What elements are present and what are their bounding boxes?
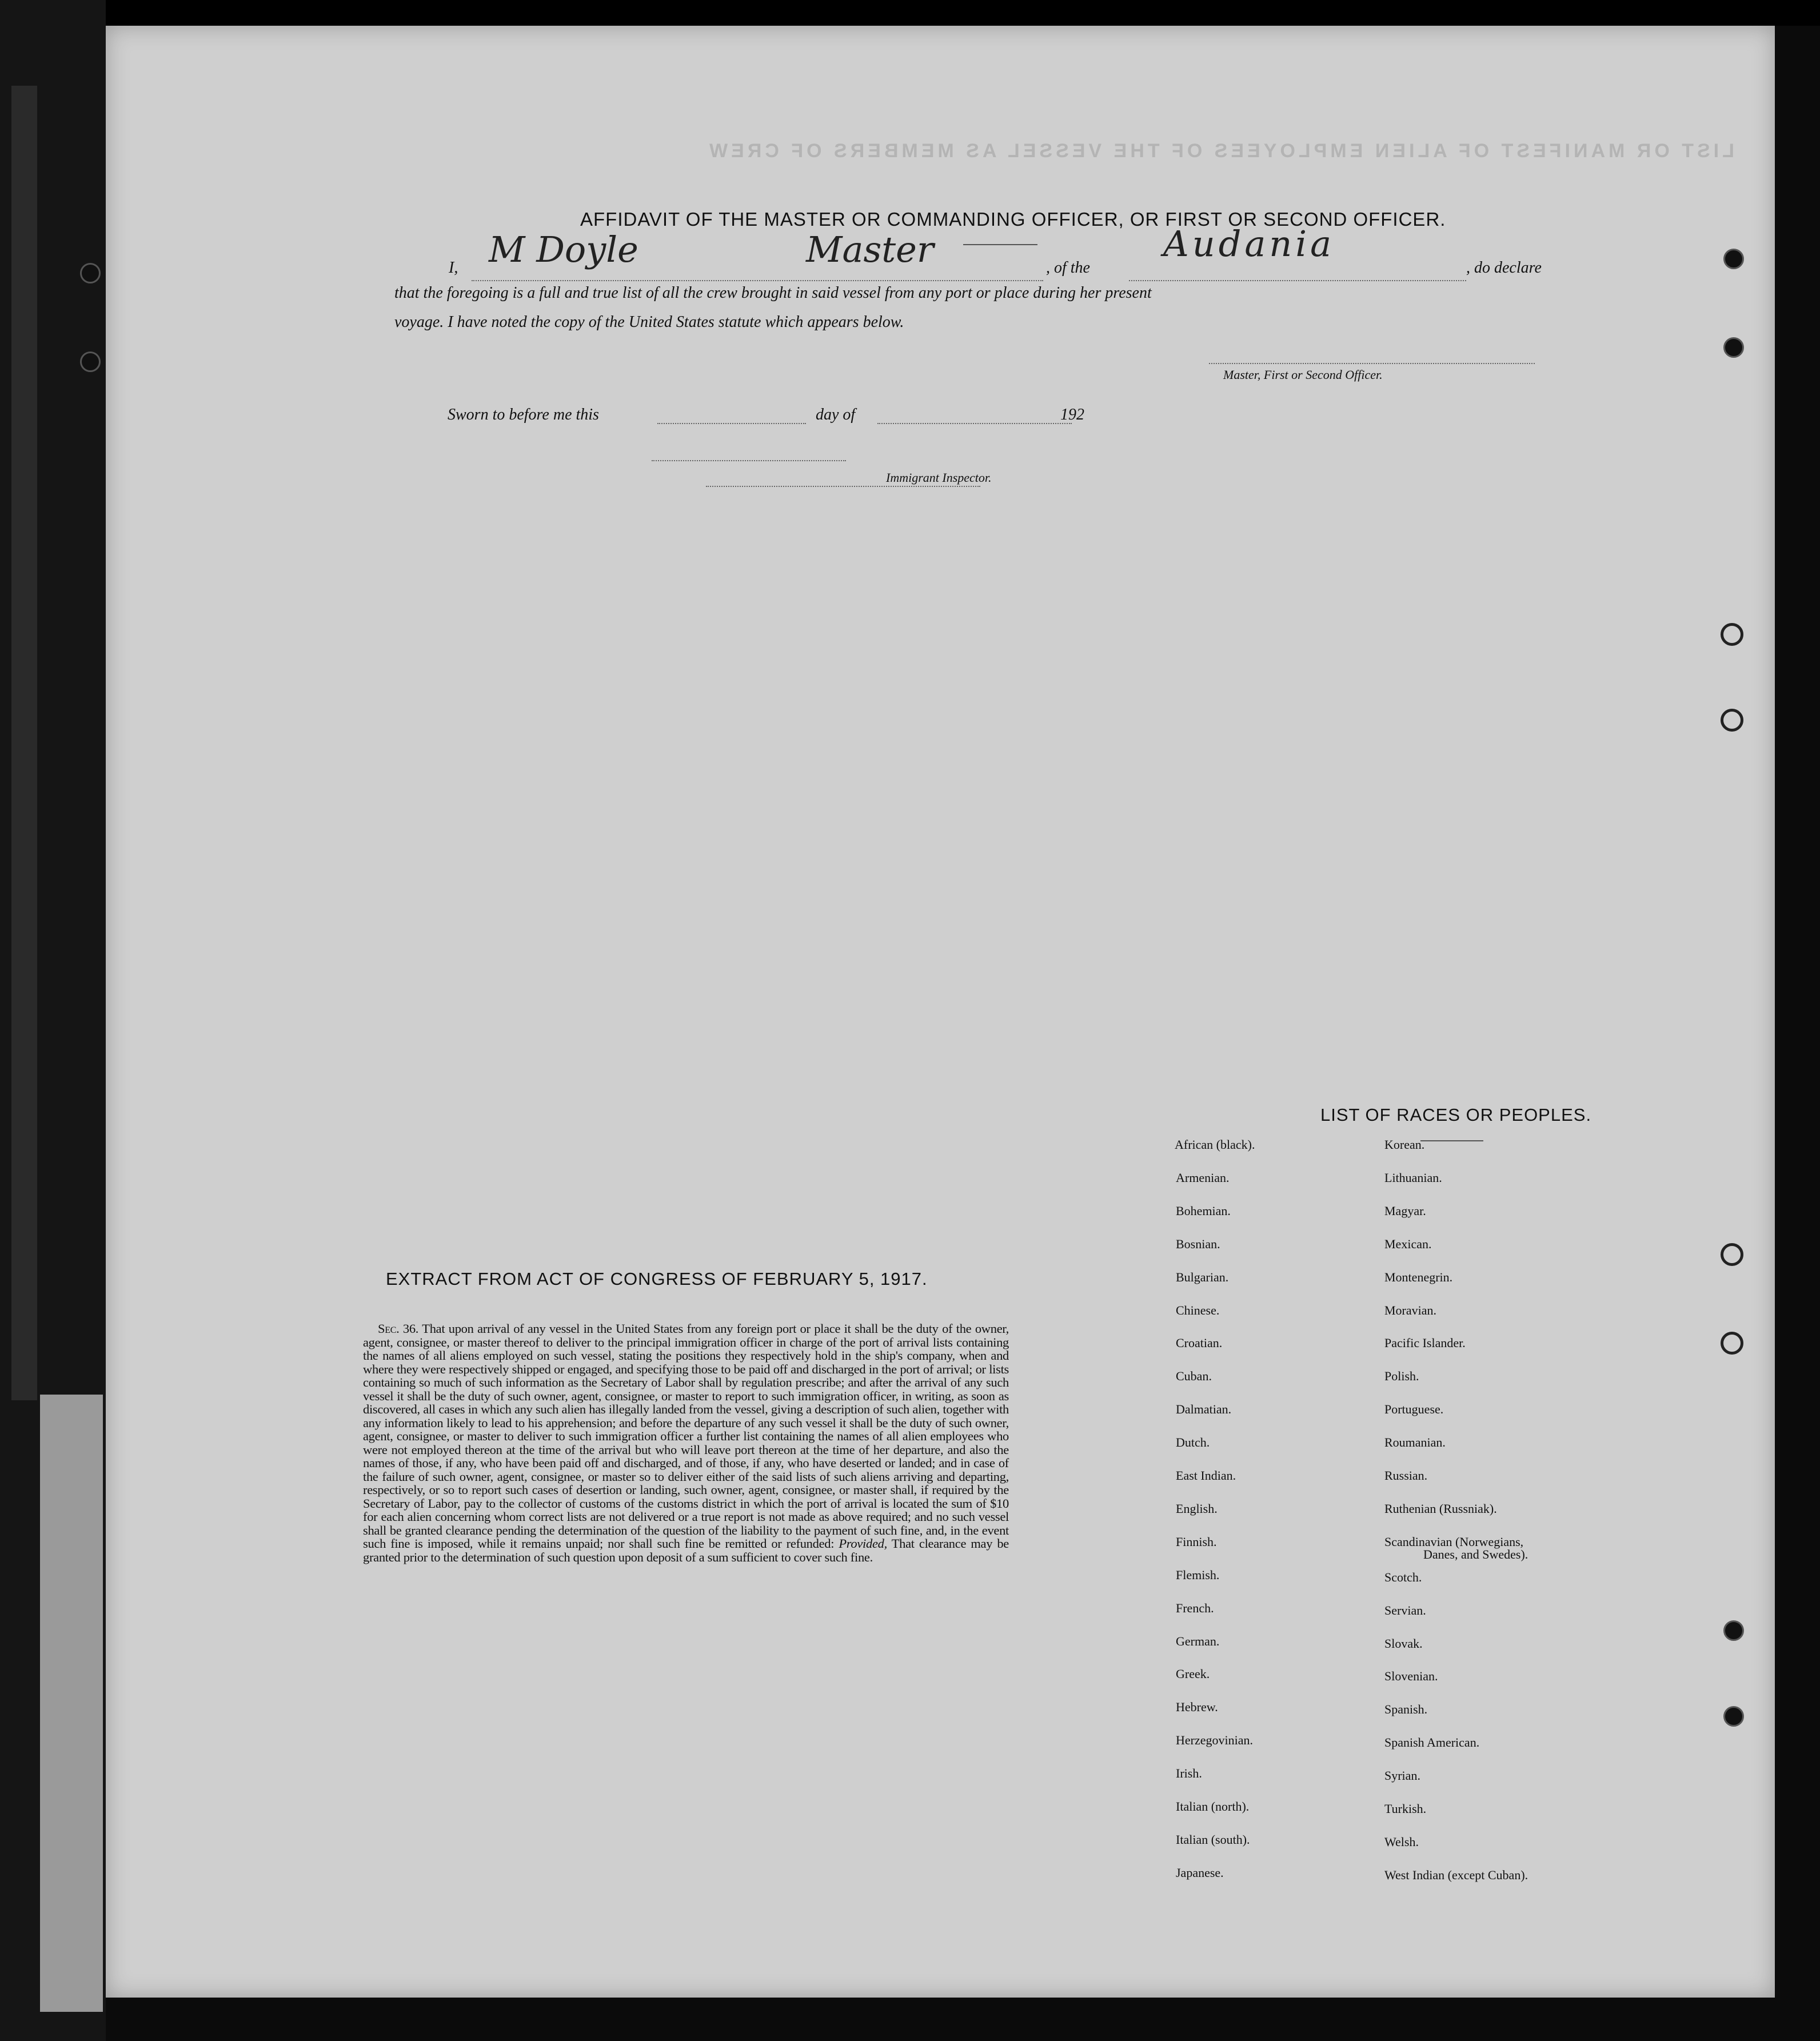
punch-hole-1 (1723, 249, 1744, 269)
punch-hole-10 (80, 352, 101, 372)
section-body: That upon arrival of any vessel in the United States from any foreign port or place it shall be the duty of the owner, agent, consignee, or master thereof to deliver to the principal immigration officer in charge of the port of arrival lists containing the names of all aliens employed on such vessel, stating the positions they respectively hold in the ship's company, when and where they were respectively shipped or engaged, and specifying those to be paid off and discharged in the port of arrival; or lists containing so much of such information as the Secretary of Labor shall by regulation prescribe; and after the arrival of any such vessel it shall be the duty of such owner, agent, consignee, or master to report to such immigration officer, in writing, as soon as discovered, all cases in which any such alien has illegally landed from the vessel, giving a description of such alien, together with any information likely to lead to his apprehension; and before the departure of any such vessel it shall be the duty of such owner, agent, consignee, or master to deliver to such immigration officer a further list containing the names of all alien employees who were not employed thereon at the time of the arrival but who will leave port thereon at the time of her departure, and also the names of those, if any, who have been paid off and discharged, and of those, if any, who have deserted or landed; and in case of the failure of such owner, agent, consignee, or master so to deliver either of the said lists of such aliens arriving and departing, respectively, or so to report such cases of desertion or landing, such owner, agent, consignee, or master shall, if required by the Secretary of Labor, pay to the collector of customs of the customs district in which the port of arrival is located the sum of $10 for each alien concerning whom correct lists are not delivered or a true report is not made as above required; and no such vessel shall be granted clearance pending the determination of the question of the liability to the payment of such fine, and, in the event such fine is imposed, while it remains unpaid; nor shall such fine be remitted or refunded: (363, 1321, 1009, 1551)
affidavit-i-label: I, (449, 259, 458, 277)
punch-hole-9 (80, 263, 101, 283)
races-title-rule (1420, 1140, 1483, 1141)
name-underline (472, 280, 1043, 281)
race-item: Italian (north). (1176, 1799, 1250, 1814)
race-item: Slovak. (1384, 1636, 1423, 1651)
race-item: Spanish. (1384, 1702, 1428, 1717)
punch-hole-2 (1723, 337, 1744, 358)
race-item: Welsh. (1384, 1834, 1419, 1849)
race-item: Magyar. (1384, 1203, 1426, 1218)
race-item: French. (1176, 1600, 1214, 1615)
race-item: Pacific Islander. (1384, 1336, 1466, 1351)
underlying-sheet (40, 1395, 103, 2012)
section-label: Sec. 36. (378, 1321, 419, 1336)
affidavit-line-3: voyage. I have noted the copy of the United States statute which appears below. (394, 313, 904, 331)
provided-word: Provided, (839, 1536, 887, 1551)
race-item: Cuban. (1176, 1369, 1212, 1384)
race-item: Scotch. (1384, 1569, 1422, 1584)
race-item: Chinese. (1176, 1303, 1220, 1317)
race-item: Spanish American. (1384, 1735, 1480, 1750)
race-item: Portuguese. (1384, 1402, 1444, 1417)
race-item: Bohemian. (1176, 1203, 1231, 1218)
race-item: Slovenian. (1384, 1669, 1438, 1684)
race-item: Dutch. (1176, 1435, 1210, 1450)
day-of-label: day of (816, 406, 856, 424)
race-item: Italian (south). (1176, 1832, 1250, 1847)
race-item: Russian. (1384, 1468, 1428, 1483)
handwritten-name: M Doyle (489, 229, 638, 270)
section-36-text (363, 1322, 1009, 1564)
race-item: Lithuanian. (1384, 1170, 1442, 1185)
race-item: Syrian. (1384, 1768, 1420, 1783)
affidavit-title-rule (963, 244, 1037, 245)
race-item: Herzegovinian. (1176, 1733, 1253, 1748)
document-page (106, 26, 1775, 1998)
race-item: Turkish. (1384, 1802, 1427, 1816)
race-item: Scandinavian (Norwegians, (1384, 1534, 1524, 1549)
race-item: Servian. (1384, 1603, 1426, 1617)
race-item: Montenegrin. (1384, 1269, 1453, 1284)
race-item: Japanese. (1176, 1865, 1224, 1880)
extract-title: EXTRACT FROM ACT OF CONGRESS OF FEBRUARY 5, 1917. (386, 1269, 928, 1289)
section-body-end: That clearance may be granted prior to the determination of such question upon deposit of a sum sufficient to cover such fine. (363, 1536, 1009, 1564)
punch-hole-7 (1723, 1620, 1744, 1641)
race-item: Moravian. (1384, 1303, 1437, 1317)
race-item: Polish. (1384, 1369, 1419, 1384)
race-item: German. (1176, 1633, 1220, 1648)
race-right-continuation: Danes, and Swedes). (1423, 1547, 1528, 1561)
bleedthrough-header: LIST OR MANIFEST OF ALIEN EMPLOYEES OF THE VESSEL AS MEMBERS OF CREW (706, 140, 1734, 162)
race-item: Bosnian. (1176, 1236, 1220, 1251)
race-item: Bulgarian. (1176, 1269, 1229, 1284)
race-item: Dalmatian. (1176, 1402, 1232, 1417)
sworn-day-line (657, 423, 806, 424)
race-item: Irish. (1176, 1766, 1202, 1781)
race-item: African (black). (1175, 1137, 1255, 1152)
handwritten-rank: Master (806, 229, 934, 270)
punch-hole-5 (1721, 1243, 1743, 1266)
race-item: Flemish. (1176, 1567, 1220, 1582)
punch-hole-3 (1721, 623, 1743, 646)
officer-signature-line (1209, 363, 1535, 364)
race-item: Greek. (1176, 1667, 1210, 1681)
race-item: Korean. (1384, 1137, 1425, 1152)
races-title: LIST OF RACES OR PEOPLES. (1320, 1105, 1592, 1125)
affidavit-line-2: that the foregoing is a full and true list of all the crew brought in said vessel from any port or place during her present (394, 284, 1152, 302)
year-label: 192 (1060, 406, 1084, 424)
vessel-underline (1129, 280, 1466, 281)
handwritten-vessel: Audania (1163, 223, 1335, 265)
race-item: Croatian. (1176, 1336, 1223, 1351)
sworn-month-line (877, 423, 1072, 424)
affidavit-title: AFFIDAVIT OF THE MASTER OR COMMANDING OFFICER, OR FIRST OR SECOND OFFICER. (580, 209, 1446, 230)
inspector-signature-line-2 (706, 486, 980, 487)
punch-hole-4 (1721, 709, 1743, 732)
race-item: Finnish. (1176, 1534, 1217, 1549)
scan-top-edge (0, 0, 1820, 26)
binder-strip (11, 86, 37, 1400)
punch-hole-8 (1723, 1706, 1744, 1727)
race-item: East Indian. (1176, 1468, 1236, 1483)
inspector-signature-line (652, 460, 846, 461)
officer-caption: Master, First or Second Officer. (1223, 368, 1383, 382)
race-item: English. (1176, 1501, 1218, 1516)
race-item: Roumanian. (1384, 1435, 1446, 1450)
race-item: Armenian. (1176, 1170, 1230, 1185)
race-item: West Indian (except Cuban). (1384, 1867, 1528, 1882)
race-item: Hebrew. (1176, 1700, 1218, 1715)
affidavit-do-declare: , do declare (1466, 259, 1542, 277)
sworn-label: Sworn to before me this (448, 406, 599, 424)
race-item: Ruthenian (Russniak). (1384, 1501, 1497, 1516)
affidavit-of-the: , of the (1046, 259, 1090, 277)
race-item: Mexican. (1384, 1236, 1432, 1251)
inspector-caption: Immigrant Inspector. (886, 470, 992, 485)
punch-hole-6 (1721, 1332, 1743, 1355)
